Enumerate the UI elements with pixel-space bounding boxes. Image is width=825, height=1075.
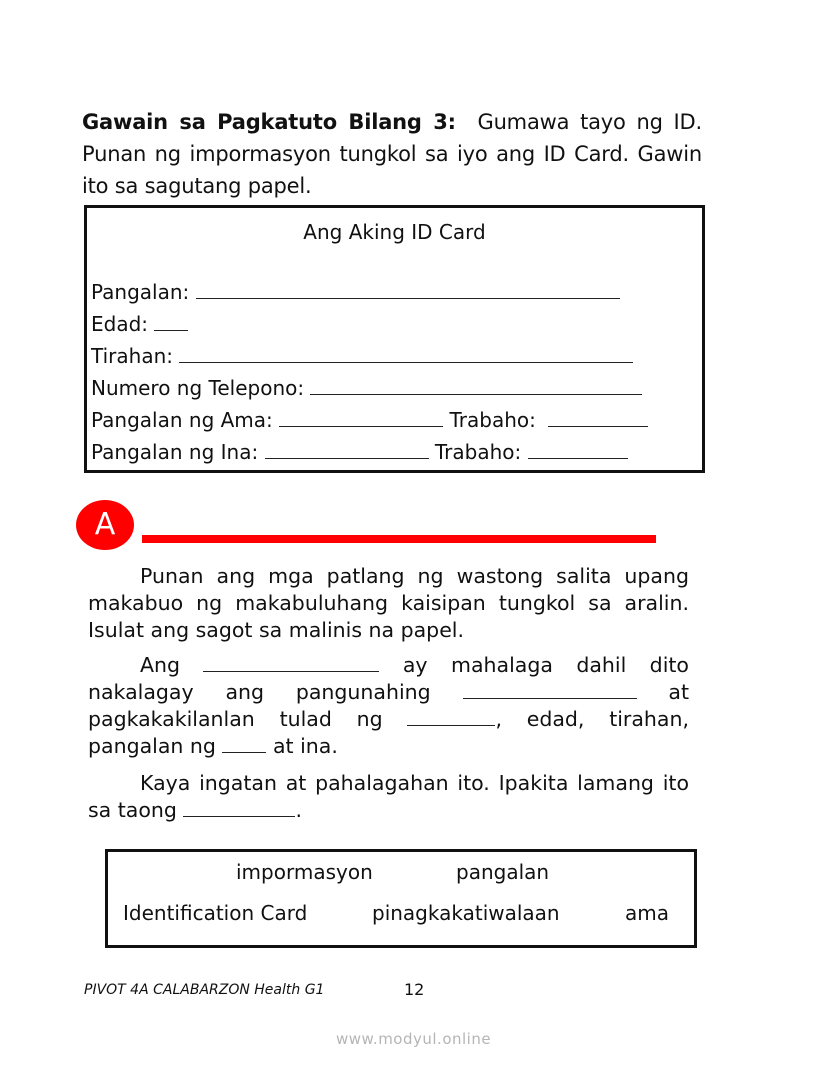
p1-text-2: ay mahalaga dahil dito nakalagay ang pangunahing bbox=[88, 653, 689, 704]
field-phone-blank[interactable] bbox=[310, 376, 642, 395]
blank-4[interactable] bbox=[222, 734, 266, 753]
field-mother-blank[interactable] bbox=[265, 440, 429, 459]
activity-instruction-2: Punan ng impormasyon tungkol sa iyo ang ID Card. bbox=[82, 142, 629, 166]
section-a-instructions-text: Punan ang mga patlang ng wastong salita upang makabuo ng makabuluhang kaisipan tungkol sa aralin. Isulat ang sagot sa malinis na papel. bbox=[88, 564, 689, 642]
field-mother bbox=[91, 440, 628, 464]
p1-text-1: Ang bbox=[140, 653, 181, 677]
field-age bbox=[91, 312, 188, 336]
activity-instruction-1: Gumawa tayo ng ID. bbox=[477, 110, 702, 134]
section-a-badge: A bbox=[76, 500, 134, 550]
activity-instructions bbox=[82, 106, 702, 202]
word-bank-item: pangalan bbox=[456, 860, 550, 884]
field-name-blank[interactable] bbox=[196, 280, 620, 299]
p2-text-2: . bbox=[295, 798, 302, 822]
word-bank-item: impormasyon bbox=[236, 860, 373, 884]
field-name bbox=[91, 280, 620, 304]
word-bank-item: Identification Card bbox=[123, 901, 308, 925]
fill-in-paragraph-2 bbox=[88, 770, 689, 824]
field-name-label: Pangalan: bbox=[91, 280, 190, 304]
field-mother-label: Pangalan ng Ina: bbox=[91, 440, 259, 464]
field-father bbox=[91, 408, 648, 432]
blank-5[interactable] bbox=[183, 798, 295, 817]
activity-instruction-3: Gawin ito sa sagutang papel. bbox=[82, 142, 702, 198]
page-number: 12 bbox=[404, 980, 425, 999]
field-father-job-label: Trabaho: bbox=[449, 408, 536, 432]
field-age-label: Edad: bbox=[91, 312, 149, 336]
field-age-blank[interactable] bbox=[154, 312, 188, 331]
blank-1[interactable] bbox=[203, 653, 379, 672]
field-phone bbox=[91, 376, 642, 400]
field-phone-label: Numero ng Telepono: bbox=[91, 376, 305, 400]
p1-text-4: , edad, tirahan, pangalan ng bbox=[88, 707, 689, 758]
field-father-label: Pangalan ng Ama: bbox=[91, 408, 273, 432]
id-card-title: Ang Aking ID Card bbox=[303, 220, 486, 244]
word-bank-item: pinagkakatiwalaan bbox=[372, 901, 560, 925]
word-bank-item: ama bbox=[625, 901, 669, 925]
field-mother-job-blank[interactable] bbox=[528, 440, 628, 459]
p1-text-3: at pagkakakilanlan tulad ng bbox=[88, 680, 689, 731]
footer-source: PIVOT 4A CALABARZON Health G1 bbox=[84, 982, 325, 998]
id-card-box bbox=[84, 205, 705, 473]
word-bank bbox=[105, 849, 697, 948]
fill-in-paragraph-1 bbox=[88, 652, 689, 760]
field-mother-job-label: Trabaho: bbox=[434, 440, 522, 464]
field-address bbox=[91, 344, 633, 368]
blank-2[interactable] bbox=[463, 680, 637, 699]
field-father-blank[interactable] bbox=[279, 408, 443, 427]
field-address-label: Tirahan: bbox=[91, 344, 173, 368]
field-address-blank[interactable] bbox=[179, 344, 633, 363]
watermark: www.modyul.online bbox=[336, 1030, 492, 1048]
p2-text-1: Kaya ingatan at pahalagahan ito. Ipakita lamang ito sa taong bbox=[88, 771, 689, 822]
activity-heading: Gawain sa Pagkatuto Bilang 3: bbox=[82, 110, 456, 134]
section-a-divider bbox=[142, 535, 656, 543]
field-father-job-blank[interactable] bbox=[548, 408, 648, 427]
blank-3[interactable] bbox=[407, 707, 495, 726]
section-a-instructions bbox=[88, 563, 689, 644]
p1-text-5: at ina. bbox=[272, 734, 338, 758]
